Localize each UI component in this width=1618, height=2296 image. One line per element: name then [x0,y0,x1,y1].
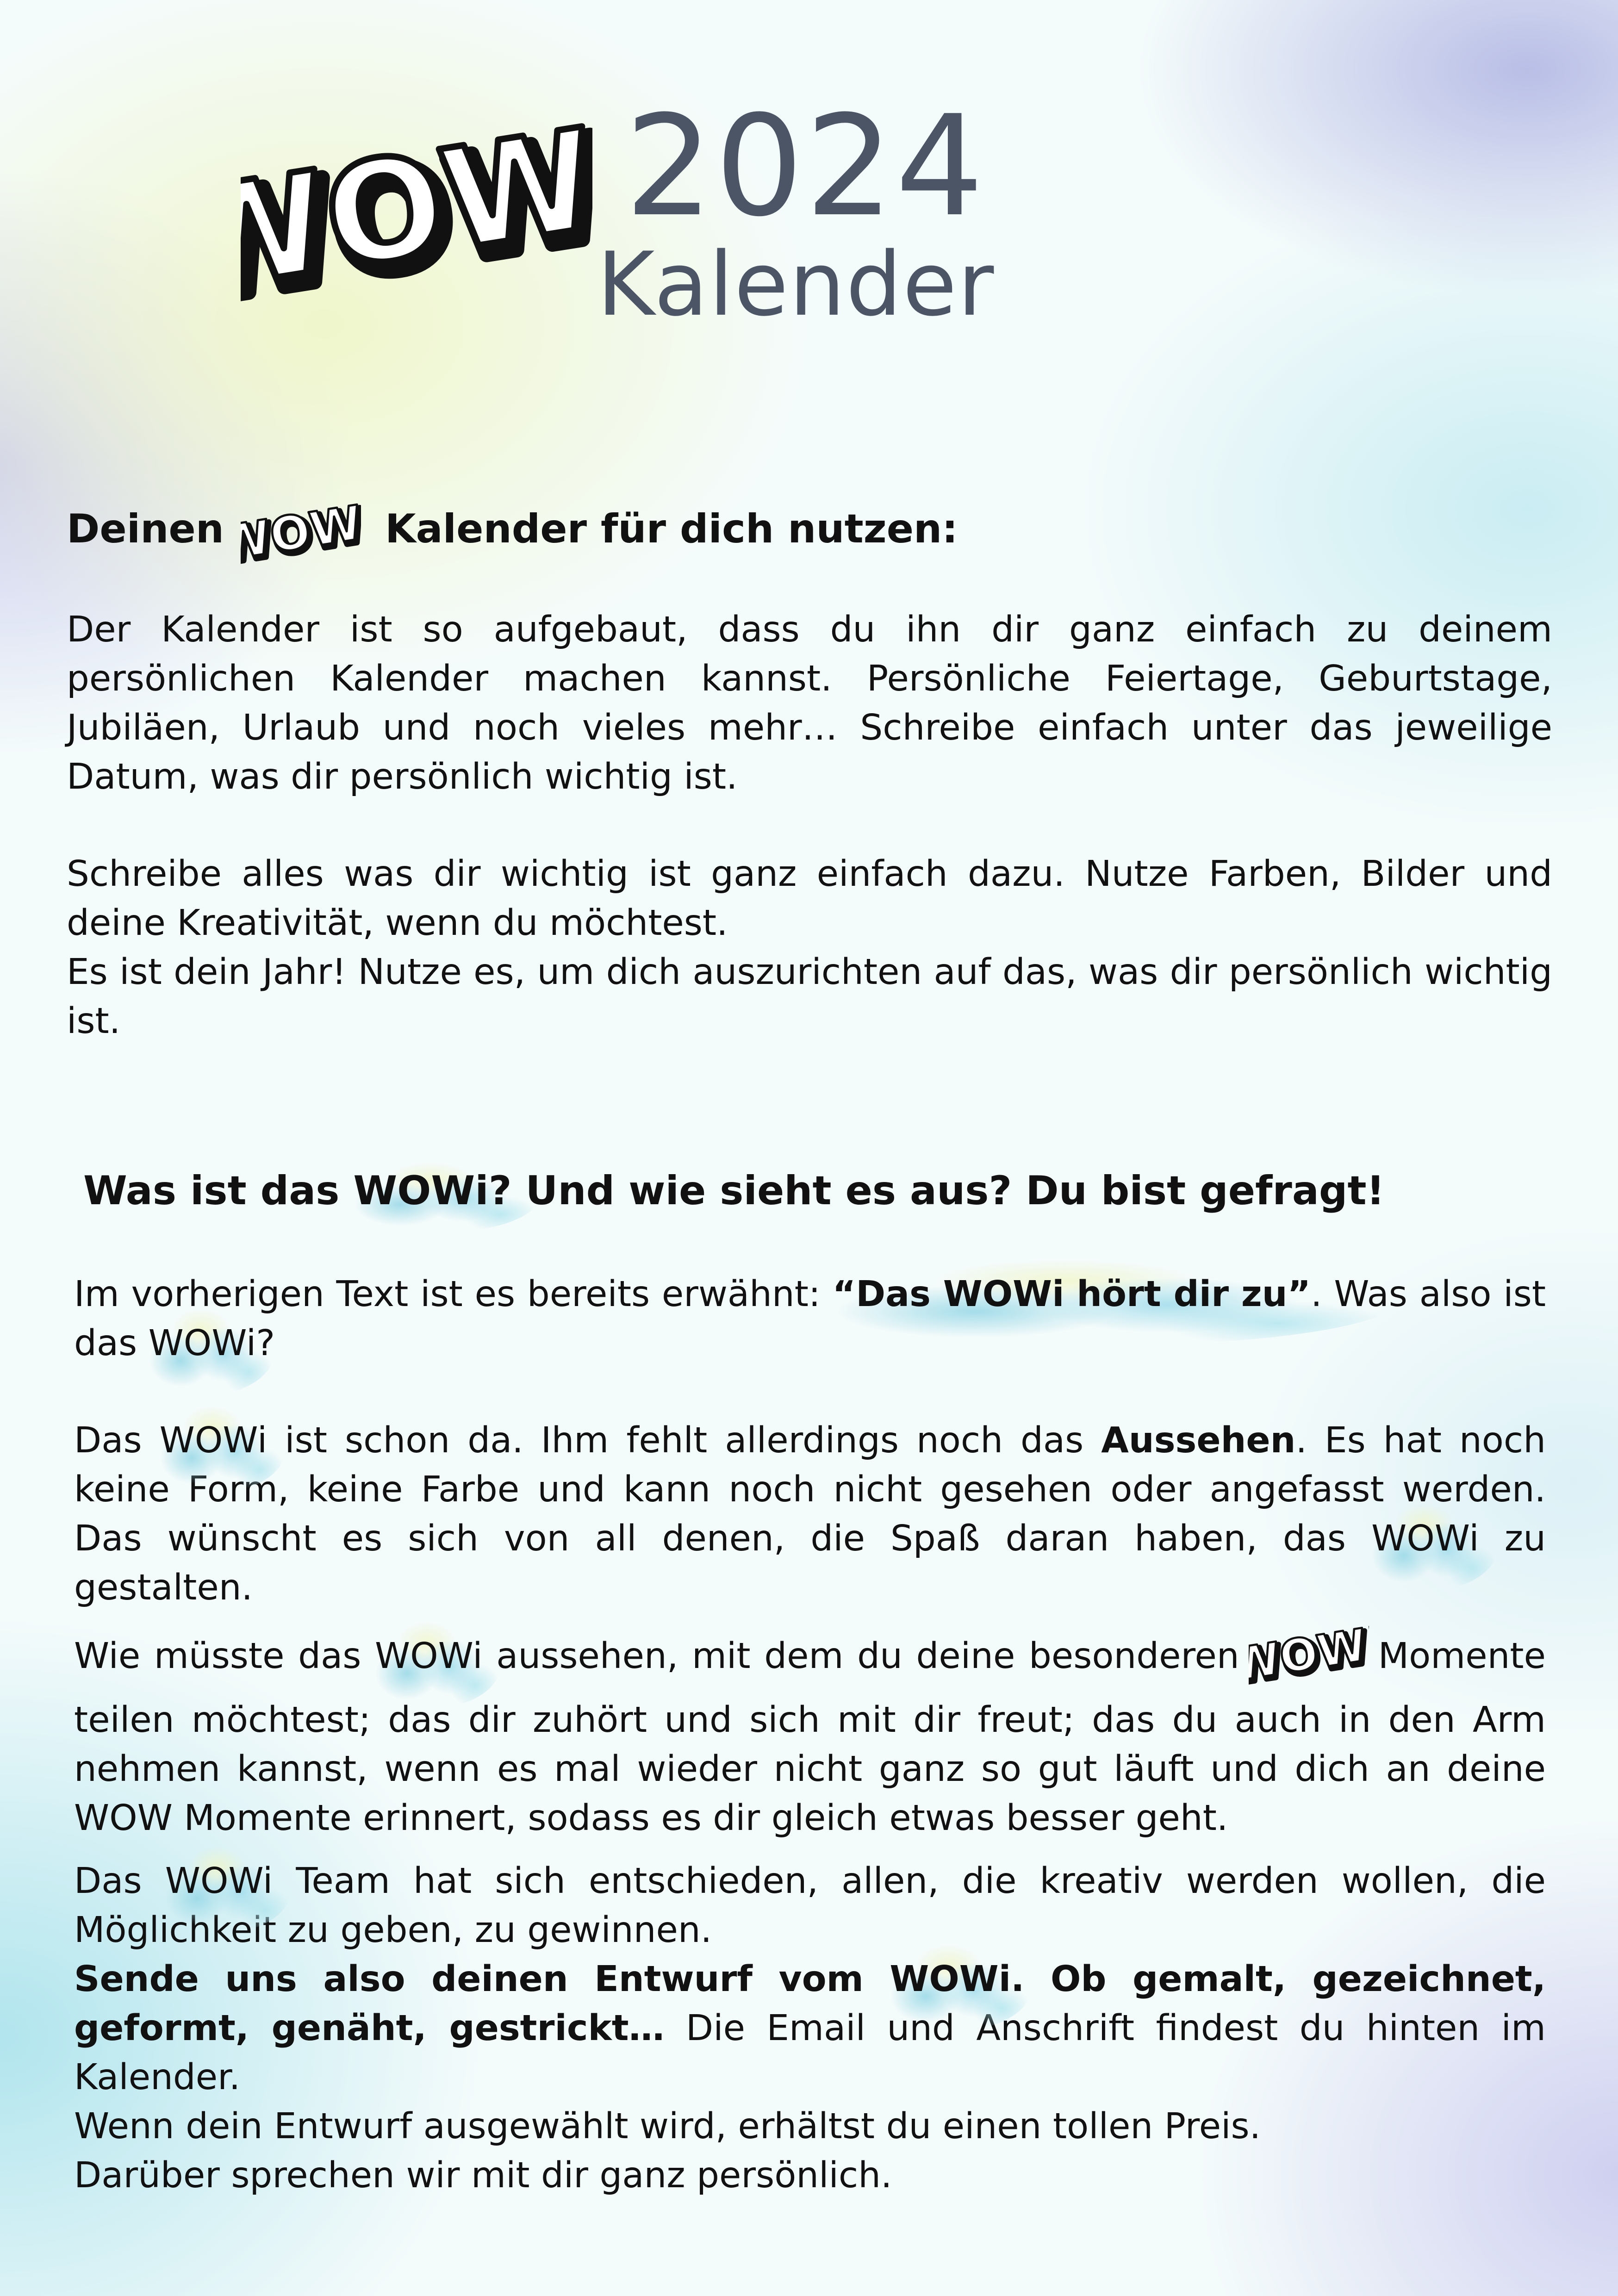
section2-heading-part2: Und wie sieht es aus? Du bist gefragt! [511,1168,1385,1214]
text: Wie müsste das [74,1636,375,1677]
year-title: 2024 [625,86,986,247]
wowi-highlight: WOWi [890,1955,1011,2004]
section1-heading-end: Kalender für dich nutzen: [385,506,958,552]
text: Team hat sich entschieden, allen, die kreativ werden wollen, die Möglichkeit zu geben, zu gewinnen. [74,1860,1546,1951]
svg-text:WOW!: WOW! [241,492,361,572]
wowi-highlight: WOWi [149,1319,256,1368]
svg-text:WOW!: WOW! [241,98,592,334]
svg-text:WOW!: WOW! [1248,1616,1369,1692]
wow-logo-inline [1249,1612,1369,1696]
section2-heading [83,1168,1385,1214]
intro-paragraph: Der Kalender ist so aufgebaut, dass du ihn dir ganz einfach zu deinem persönlichen Kalender machen kannst. Persönliche Feiertage, Geburtstage, Jubiläen, Urlaub und noch vieles mehr… Schreibe einfach unter das jeweilige Datum, was dir persönlich wichtig ist. [67,609,1552,797]
text: Das [74,1420,160,1461]
contest-line-2 [74,1955,1546,2102]
bold-text: . Ob gemalt, gezeichnet, geformt, genäht, gestrickt… [74,1959,1546,2049]
bold-text: Sende uns also deinen Entwurf vom [74,1959,890,2000]
text: . Was also ist das [74,1274,1546,1364]
instructions-line-2: Es ist dein Jahr! Nutze es, um dich auszurichten auf das, was dir persönlich wichtig ist. [67,952,1552,1042]
contest-line-4: Darüber sprechen wir mit dir ganz persönlich. [74,2155,892,2196]
wowi-highlight: WOWi [375,1632,483,1681]
contest-line-3: Wenn dein Entwurf ausgewählt wird, erhältst du einen tollen Preis. [74,2106,1261,2147]
text: Das [74,1860,165,1902]
section2-heading-part1: Was ist das [83,1168,354,1214]
svg-text:WOW!: WOW! [1248,1618,1369,1695]
contest-paragraph [74,1857,1546,2200]
svg-text:WOW!: WOW! [241,495,361,575]
calendar-title: Kalender [597,233,995,336]
text: ? [256,1323,275,1364]
wowi-question-paragraph [74,1612,1546,1843]
text: Die Email und Anschrift findest du hinten im Kalender. [74,2008,1546,2098]
text: zu gestalten. [74,1518,1546,1608]
text: ist schon da. Ihm fehlt allerdings noch das [267,1420,1101,1461]
instructions-paragraph [67,850,1552,1046]
text: aussehen, mit dem du deine besonderen [482,1636,1239,1677]
section1-heading-start: Deinen [67,506,224,552]
wowi-appearance-paragraph [74,1416,1546,1612]
wowi-intro-paragraph [74,1270,1546,1368]
wowi-highlight: WOWi [1371,1514,1479,1563]
wowi-highlight: WOWi? [353,1168,512,1214]
contest-line-1 [74,1857,1546,1955]
text: . Es hat noch keine Form, keine Farbe und kann noch nicht gesehen oder angefasst werden. Das wünscht es sich von all denen, die Spaß daran haben, das [74,1420,1546,1559]
wow-logo [241,79,592,338]
text: Im vorherigen Text ist es bereits erwähnt: [74,1274,833,1315]
instructions-line-1: Schreibe alles was dir wichtig ist ganz einfach dazu. Nutze Farben, Bilder und deine Kreativität, wenn du möchtest. [67,853,1552,944]
wowi-highlight: WOWi [165,1857,273,1906]
svg-text:WOW!: WOW! [241,88,592,325]
wowi-highlight: WOWi [160,1416,268,1465]
quote: “Das WOWi hört dir zu” [833,1270,1311,1319]
bold-text: Aussehen [1101,1420,1296,1461]
text: Momente teilen möchtest; das dir zuhört und sich mit dir freut; das du auch in den Arm nehmen kannst, wenn es mal wieder nicht ganz so gut läuft und dich an deine WOW Momente erinnert, sodass es dir gleich etwas besser geht. [74,1636,1546,1839]
wow-logo-small [241,488,361,576]
